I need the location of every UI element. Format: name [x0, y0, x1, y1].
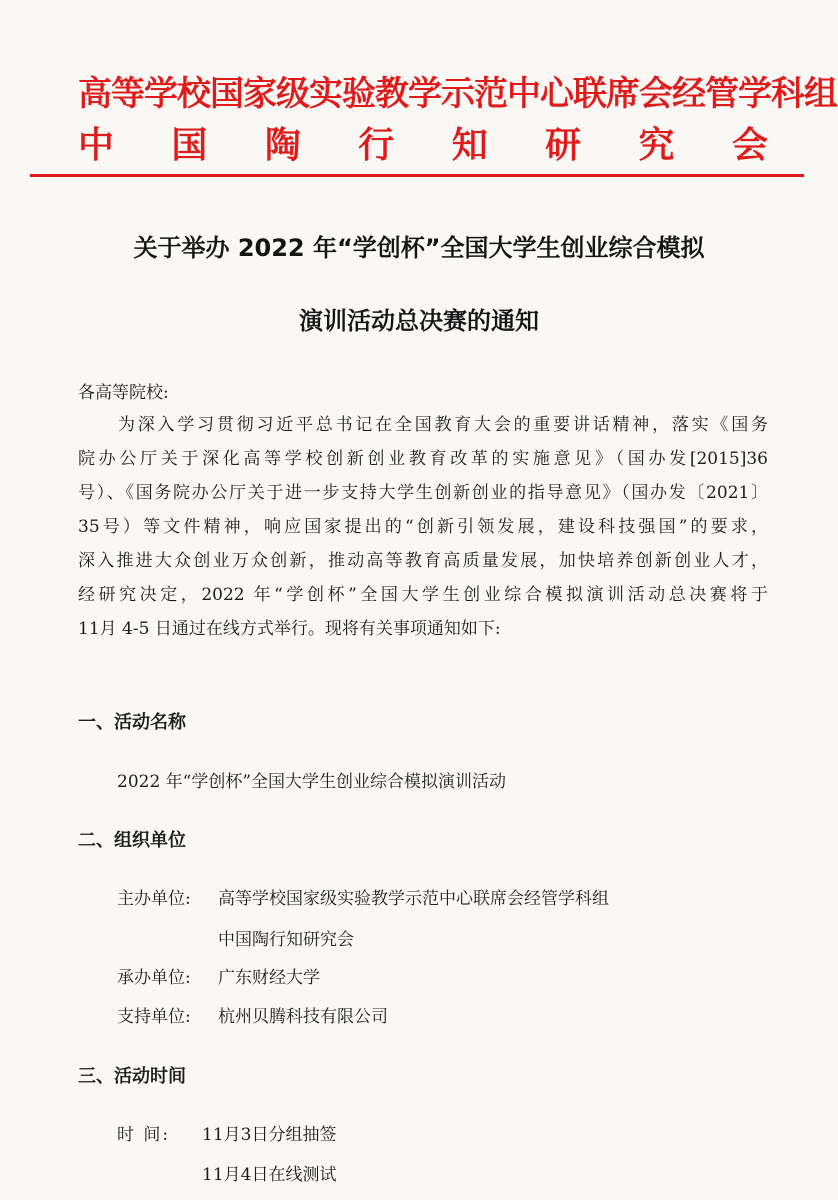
document-title-line-1: 关于举办 2022 年“学创杯”全国大学生创业综合模拟: [133, 234, 705, 262]
salutation: 各高等院校:: [78, 383, 169, 403]
time-label: 时 间:: [117, 1125, 171, 1145]
header-org-char: 行: [358, 124, 395, 166]
section-heading-schedule: 三、活动时间: [78, 1066, 186, 1087]
intro-line: 经研究决定，2022 年“学创杯”全国大学生创业综合模拟演训活动总决赛将于: [78, 585, 768, 605]
intro-line: 深入推进大众创业万众创新，推动高等教育高质量发展，加快培养创新创业人才，: [78, 551, 768, 571]
header-org-line-1: 高等学校国家级实验教学示范中心联席会经管学科组: [78, 74, 837, 114]
section-heading-organizers: 二、组织单位: [78, 830, 186, 851]
header-divider: [30, 174, 804, 177]
header-org-char: 研: [545, 124, 582, 166]
header-org-char: 会: [731, 124, 768, 166]
organizer-label: 承办单位:: [117, 968, 191, 988]
host-value: 中国陶行知研究会: [218, 930, 354, 950]
activity-name-text: 2022 年“学创杯”全国大学生创业综合模拟演训活动: [117, 772, 507, 792]
intro-paragraph: [78, 408, 768, 646]
schedule-item: 11月4日在线测试: [202, 1165, 337, 1185]
document-title-line-2: 演训活动总决赛的通知: [299, 307, 539, 335]
intro-line: 为深入学习贯彻习近平总书记在全国教育大会的重要讲话精神，落实《国务: [118, 415, 768, 435]
header-org-char: 中: [78, 124, 115, 166]
supporter-value: 杭州贝腾科技有限公司: [218, 1007, 388, 1027]
header-org-char: 究: [638, 124, 675, 166]
header-org-line-2: [78, 117, 768, 168]
intro-line: 11月 4-5 日通过在线方式举行。现将有关事项通知如下:: [78, 619, 501, 639]
header-org-char: 知: [451, 124, 488, 166]
schedule-item: 11月3日分组抽签: [202, 1125, 337, 1145]
header-org-char: 国: [171, 124, 208, 166]
header-org-char: 陶: [264, 124, 301, 166]
host-label: 主办单位:: [117, 889, 191, 909]
host-value: 高等学校国家级实验教学示范中心联席会经管学科组: [218, 889, 609, 909]
intro-line: 号）、《国务院办公厅关于进一步支持大学生创新创业的指导意见》（国办发〔2021〕: [78, 483, 768, 503]
organizer-value: 广东财经大学: [218, 968, 320, 988]
section-heading-activity-name: 一、活动名称: [78, 712, 186, 733]
supporter-label: 支持单位:: [117, 1007, 191, 1027]
intro-line: 35号）等文件精神，响应国家提出的“创新引领发展，建设科技强国”的要求，: [78, 517, 768, 537]
intro-line: 院办公厅关于深化高等学校创新创业教育改革的实施意见》（国办发[2015]36: [78, 449, 768, 469]
